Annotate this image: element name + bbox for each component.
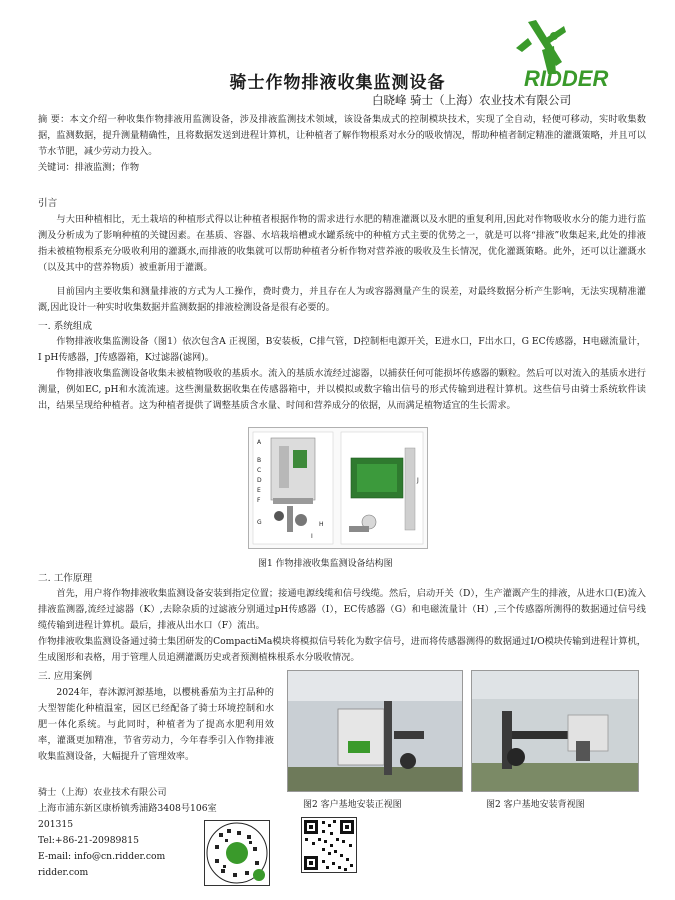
contact-email[interactable]: E-mail: info@cn.ridder.com bbox=[38, 851, 166, 862]
section3-heading: 三. 应用案例 bbox=[38, 671, 93, 682]
logo-text: RIDDER bbox=[524, 66, 609, 91]
fig-label-e: E bbox=[257, 487, 261, 494]
install-back-photo bbox=[471, 670, 639, 792]
fig-label-j: J bbox=[417, 477, 419, 484]
contact-address: 上海市浦东新区康桥镇秀浦路3408号106室 bbox=[38, 803, 217, 814]
fig-label-i: I bbox=[311, 533, 313, 540]
photo-2-caption: 图2 客户基地安装背视图 bbox=[486, 800, 585, 810]
keywords: 关键词：排液监测；作物 bbox=[38, 162, 140, 173]
section1-paragraph-2: 作物排液收集监测设备收集未被植物吸收的基质水。流入的基质水流经过滤器，以捕获任何可能损坏传感器的颗粒。然后可以对流入的基质水进行测量，例如EC, pH和水流流速。这些测量数据收集在传感器箱中，并以模拟或数字输出信号的形式传输到进程计算机。这些信号由骑士系统软件读出，结果呈现给种植者。这为种植者提供了调整基质含水量、时间和营养成分的依据，从而满足植物适宜的生长需求。 bbox=[38, 368, 646, 411]
wechat-mini-program-qr-icon bbox=[204, 820, 270, 886]
fig-label-d: D bbox=[257, 477, 262, 484]
fig-label-h: H bbox=[319, 521, 324, 528]
fig-label-f: F bbox=[257, 497, 261, 504]
contact-postcode: 201315 bbox=[38, 819, 74, 830]
figure-1-structure-diagram bbox=[248, 427, 428, 549]
fig-label-b: B bbox=[257, 457, 262, 464]
section2-paragraph-1: 首先，用户将作物排液收集监测设备安装到指定位置；接通电源线缆和信号线缆。然后，启动开关（D），生产灌溉产生的排液，从进水口(E)流入排液监测器,流经过滤器（K）,去除杂质的过滤液分别通过pH传感器（I），EC传感器（G）和电磁流量计（H）,三个传感器所测得的数据通过信号线缆传输到进程计算机。最后，排液从出水口（F）流出。 bbox=[38, 588, 646, 631]
photo-1-caption: 图2 客户基地安装正视图 bbox=[303, 800, 402, 810]
author-line: 白晓峰 骑士（上海）农业技术有限公司 bbox=[372, 93, 572, 107]
section2-heading: 二. 工作原理 bbox=[38, 573, 93, 584]
website-qr-icon bbox=[301, 817, 357, 873]
install-front-photo bbox=[287, 670, 463, 792]
fig-label-g: G bbox=[257, 519, 262, 526]
intro-paragraph-1: 与大田种植相比，无土栽培的种植形式得以让种植者根据作物的需求进行水肥的精准灌溉以及水肥的重复利用,因此对作物吸收水分的能力进行监测及分析成为了影响种植的关键因素。在基质、容器、水培栽培槽或水罐系统中的种植方式主要的优势之一，就是可以将“排液”收集起来,此处的排液指未被植物根系充分吸收利用的灌溉水,而排液的收集就可以帮助种植者分析作物对营养液的吸收及生长情况，优化灌溉策略。此外，还可以让灌溉水（以及其中的营养物质）被重新用于灌溉。 bbox=[38, 214, 646, 273]
abstract: 摘 要：本文介绍一种收集作物排液用监测设备，涉及排液监测技术领域，该设备集成式的控制模块技术，实现了全自动，轻便可移动，实时收集数据，监测数据，提升测量精确性，且将数据发送到进程计算机，让种植者了解作物根系对水分的吸收情况，帮助种植者制定精准的灌溉策略，并且可以节水节肥，减少劳动力投入。 bbox=[38, 114, 646, 157]
section3-paragraph: 2024年，春沐源河源基地，以樱桃番茄为主打品种的大型智能化种植温室，园区已经配备了骑士环境控制和水肥一体化系统。与此同时，种植者为了提高水肥利用效率，灌溉更加精准，节省劳动力，今年春季引入作物排液收集监测设备，大幅提升了管理效率。 bbox=[38, 687, 274, 762]
intro-heading: 引言 bbox=[38, 198, 58, 209]
fig-label-a: A bbox=[257, 439, 262, 446]
contact-company: 骑士（上海）农业技术有限公司 bbox=[38, 787, 167, 798]
intro-paragraph-2: 目前国内主要收集和测量排液的方式为人工操作，费时费力，并且存在人为或容器测量产生的误差，对最终数据分析产生影响，无法实现精准灌溉,因此设计一种实时收集数据并监测数据的排液检测设备是很有必要的。 bbox=[38, 286, 646, 313]
page-title: 骑士作物排液收集监测设备 bbox=[229, 73, 446, 93]
contact-tel: Tel:+86-21-20989815 bbox=[38, 835, 139, 846]
figure-1-caption: 图1 作物排液收集监测设备结构图 bbox=[258, 559, 393, 569]
contact-web[interactable]: ridder.com bbox=[38, 867, 89, 878]
fig-label-c: C bbox=[257, 467, 262, 474]
section1-paragraph-1: 作物排液收集监测设备（图1）依次包含A 正视图，B安装板，C排气管，D控制柜电源开关，E进水口，F出水口，G EC传感器，H电磁流量计，I pH传感器，J传感器箱，K过滤器(滤网)。 bbox=[38, 336, 646, 363]
section2-paragraph-2: 作物排液收集监测设备通过骑士集团研发的CompactiMa模块将模拟信号转化为数字信号，进而将传感器测得的数据通过I/O模块传输到进程计算机，生成图形和表格，用于管理人员追溯灌溉历史或者预测植株根系水分吸收情况。 bbox=[38, 636, 646, 663]
section1-heading: 一. 系统组成 bbox=[38, 321, 93, 332]
